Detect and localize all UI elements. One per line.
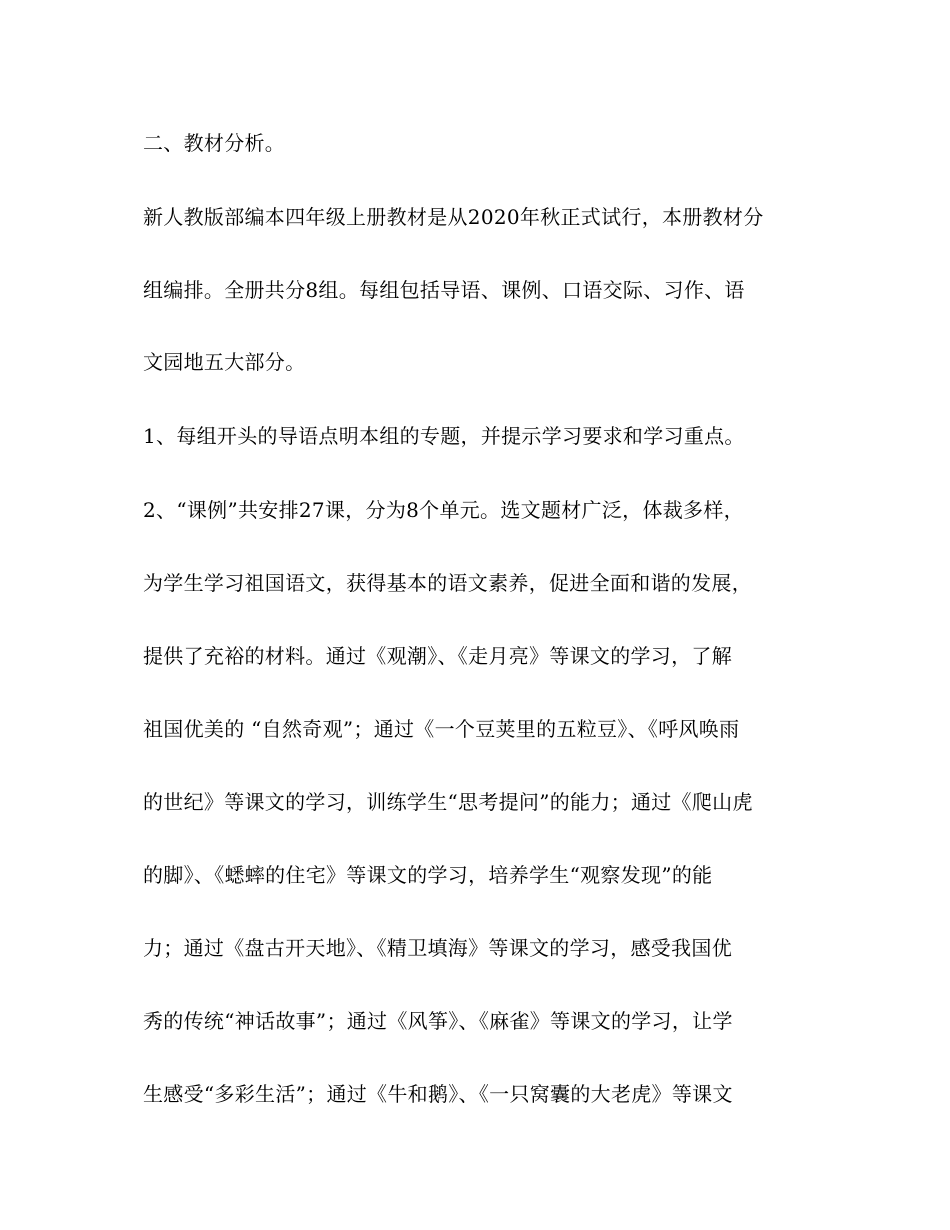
section-heading: 二、教材分析。 xyxy=(143,131,286,155)
paragraph-line: 的世纪》等课文的学习，训练学生“思考提问”的能力；通过《爬山虎 xyxy=(143,790,753,814)
paragraph-line: 的脚》、《蟋蟀的住宅》等课文的学习，培养学生“观察发现”的能 xyxy=(143,863,713,887)
paragraph-line: 组编排。全册共分8组。每组包括导语、课例、口语交际、习作、语 xyxy=(143,278,745,302)
list-item: 1、每组开头的导语点明本组的专题，并提示学习要求和学习重点。 xyxy=(143,424,745,448)
paragraph-line: 生感受“多彩生活”；通过《牛和鹅》、《一只窝囊的大老虎》等课文 xyxy=(143,1082,733,1106)
paragraph-line: 为学生学习祖国语文，获得基本的语文素养，促进全面和谐的发展， xyxy=(143,571,752,595)
list-item: 2、“课例”共安排27课，分为8个单元。选文题材广泛，体裁多样， xyxy=(143,498,744,522)
paragraph-line: 秀的传统“神话故事”；通过《风筝》、《麻雀》等课文的学习，让学 xyxy=(143,1009,733,1033)
paragraph-line: 祖国优美的 “自然奇观”；通过《一个豆荚里的五粒豆》、《呼风唤雨 xyxy=(143,717,740,741)
paragraph-line: 文园地五大部分。 xyxy=(143,350,306,374)
paragraph-line: 提供了充裕的材料。通过《观潮》、《走月亮》等课文的学习，了解 xyxy=(143,644,732,668)
paragraph-line: 新人教版部编本四年级上册教材是从2020年秋正式试行，本册教材分 xyxy=(143,205,764,229)
paragraph-line: 力；通过《盘古开天地》、《精卫填海》等课文的学习，感受我国优 xyxy=(143,936,732,960)
